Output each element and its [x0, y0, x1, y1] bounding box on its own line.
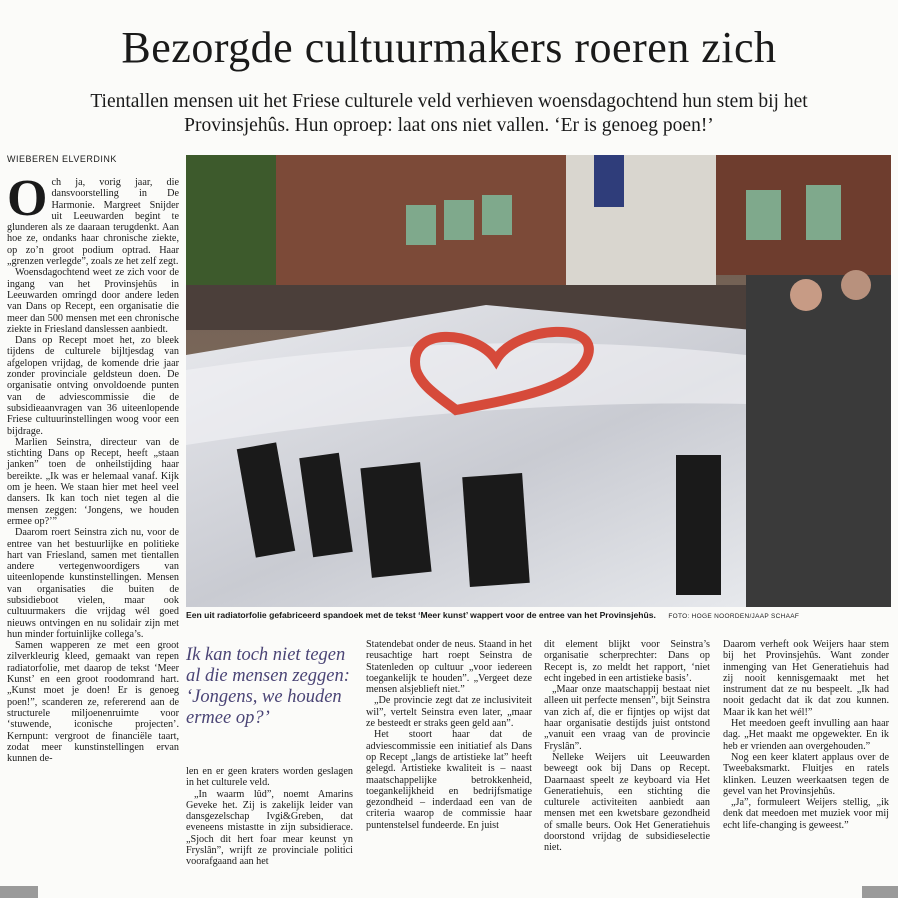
paragraph: Nog een keer klatert applaus over de Tweebaksmarkt. Fluitjes en ratels klinken. Leuzen weerkaatsen tegen de gevel van het Provinsjehûs.	[723, 751, 889, 797]
paragraph: Daarom verheft ook Weijers haar stem bij het Provinsjehûs. Want zonder inmenging van Het Generatiehuis had zij nooit kennisgemaakt met het instrument dat ze nu bespeelt. „Ik had nooit gedacht dat ik dat zou kunnen. Maar ik kan het wél!”	[723, 639, 889, 718]
article-column-4	[544, 639, 710, 854]
paragraph: dit element blijkt voor Seinstra’s organisatie scherprechter: Dans op Recept is, zo meldt het rapport, ‘niet echt ingebed in een artistieke basis’.	[544, 639, 710, 684]
article-column-3	[366, 639, 532, 831]
paragraph: Samen wapperen ze met een groot zilverkleurig kleed, gemaakt van repen radiatorfolie, met daarop de tekst ‘Meer Kunst’ en een groot roodomrand hart. „Kunst moet je doen! Er is genoeg poen!”, scanderen ze, refererend aan de structurele miljoenenruimte voor ‘stuwende, iconische projecten’. Kernpunt: vergroot de financiële taart, zodat meer kunstinstellingen ervan kunnen de-	[7, 640, 179, 765]
subheadline: Tientallen mensen uit het Friese culturele veld verhieven woensdagochtend hun stem bij het Provinsjehûs. Hun oproep: laat ons niet vallen. ‘Er is genoeg poen!’	[90, 91, 808, 136]
drop-cap: O	[7, 170, 48, 227]
scrollbar-left[interactable]	[0, 886, 38, 898]
paragraph: „In waarm lûd”, noemt Amarins Geveke het. Zij is zakelijk leider van dansgezelschap Ivgi&Greben, dat eveneens mistastte in zijn subsidierace. „Sjoch dit hert foar mear keunst yn Fryslân”, wrijft ze provinciale politici voorafgaand aan het	[186, 788, 353, 868]
caption-text: Een uit radiatorfolie gefabriceerd spandoek met de tekst ‘Meer kunst’ wappert voor de entree van het Provinsjehûs.	[186, 610, 656, 620]
pull-quote: Ik kan toch niet tegen al die mensen zeggen: ‘Jongens, we houden ermee op?’	[186, 645, 350, 728]
paragraph: Het meedoen geeft invulling aan haar dag. „Het maakt me opgewekter. En ik heb er vrienden aan overgehouden.”	[723, 718, 889, 752]
paragraph: „Ja”, formuleert Weijers stellig, „ik denk dat meedoen met muziek voor mij echt life-changing is geweest.”	[723, 797, 889, 831]
article-photo	[186, 155, 891, 607]
paragraph: ch ja, vorig jaar, die dansvoorstelling in De Harmonie. Margreet Snijder uit Leeuwarden begint te glunderen als ze daaraan terugdenkt. Aan hoe ze, ondanks haar chronische ziekte, op zo’n groot podium optrad. Haar „grenzen verlegde”, zoals ze het zelf zegt.	[7, 177, 179, 268]
headline: Bezorgde cultuurmakers roeren zich	[121, 23, 777, 72]
article-column-5	[723, 639, 889, 831]
paragraph: Dans op Recept moet het, zo bleek tijdens de culturele bijltjesdag van afgelopen vrijdag, de komende drie jaar zonder provinciale geldsteun doen. De organisatie ontving onvoldoende punten van de adviescommissie die de subsidieaanvragen van 36 uiteenlopende Friese cultuurinstellingen woog voor een bijdrage.	[7, 335, 179, 437]
paragraph: Statendebat onder de neus. Staand in het reusachtige hart roept Seinstra de Statenleden op cultuur „voor iedereen toegankelijk te houden”. „Vergeet deze mensen alsjeblieft niet.”	[366, 639, 532, 696]
paragraph: Marlien Seinstra, directeur van de stichting Dans op Recept, heeft „staan janken” toen de onheilstijding haar bereikte. „Ik was er helemaal vanaf. Kijk om je heen. We staan hier met heel veel dansers. Ik kan toch niet tegen al die mensen zeggen: ‘Jongens, we houden ermee op?’”	[7, 436, 179, 527]
article-column-1	[7, 170, 179, 765]
paragraph: Het stoort haar dat de adviescommissie een initiatief als Dans op Recept „langs de artistieke lat” heeft gelegd. Artistieke kwaliteit is – naast maatschappelijke betrokkenheid, toegankelijkheid en bedrijfsmatige gezondheid – inderdaad een van de criteria waarop de commissie haar puntenstelsel fundeerde. En juist	[366, 729, 532, 831]
paragraph: „Maar onze maatschappij bestaat niet alleen uit perfecte mensen”, bijt Seinstra van zich af, die er fijntjes op wijst dat haar organisatie destijds juist ontstond „vanuit een vraag van de provincie Fryslân”.	[544, 684, 710, 752]
article-column-2	[186, 766, 353, 868]
paragraph: len en er geen kraters worden geslagen in het culturele veld.	[186, 766, 353, 789]
paragraph: Nelleke Weijers uit Leeuwarden beweegt ook bij Dans op Recept. Daarnaast speelt ze keyboard via Het Generatiehuis, een stichting die culturele activiteiten aanbiedt aan mensen met een kwetsbare gezondheid of smalle beurs. Ook Het Generatiehuis doorstond vrijdag de subsidieselectie niet.	[544, 751, 710, 854]
paragraph: Woensdagochtend weet ze zich voor de ingang van het Provinsjehûs in Leeuwarden omringd door andere leden van Dans op Recept, een organisatie die meer dan 500 mensen met een chronische ziekte in Friesland danslessen aanbiedt.	[7, 267, 179, 335]
photo-credit: FOTO: HOGE NOORDEN/JAAP SCHAAF	[668, 613, 800, 620]
paragraph: „De provincie zegt dat ze inclusiviteit wil”, vertelt Seinstra even later, „maar ze besteedt er straks geen geld aan”.	[366, 695, 532, 730]
photo-caption	[186, 610, 891, 620]
protest-banner-illustration	[186, 155, 891, 607]
paragraph: Daarom roert Seinstra zich nu, voor de entree van het bestuurlijke en politieke hart van Friesland, samen met tientallen andere vertegenwoordigers van uiteenlopende kunstinstellingen. Mensen van organisaties die buiten de subsidieboot vielen, maar ook cultuurmakers die vrijdag wél goed nieuws ontvingen en nu solidair zijn met hun minder fortuinlijke collega’s.	[7, 527, 179, 640]
byline: WIEBEREN ELVERDINK	[7, 154, 117, 164]
scrollbar-right[interactable]	[862, 886, 898, 898]
